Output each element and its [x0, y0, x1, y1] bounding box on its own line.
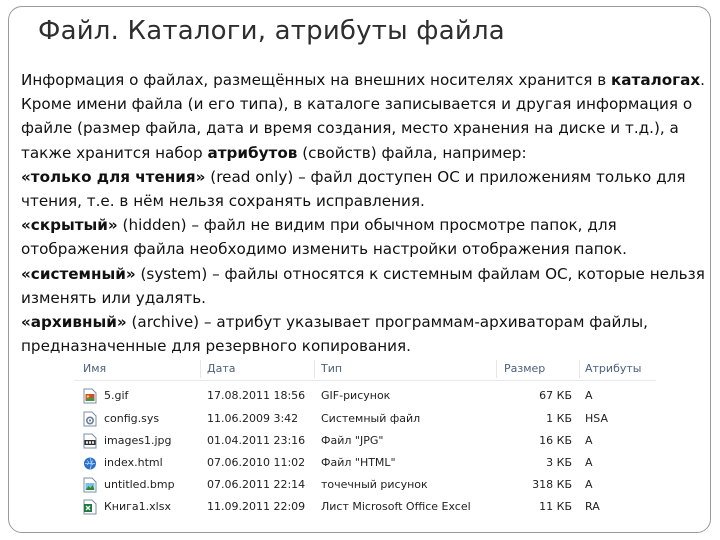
file-type: Файл "JPG" [321, 434, 384, 447]
jpg-image-icon [83, 433, 97, 449]
attr-hidden-paragraph: «скрытый» (hidden) – файл не видим при обычном просмотре папок, для отображения файла необходимо изменить настройки отображения папок. [21, 216, 627, 259]
file-row[interactable] [74, 496, 656, 518]
file-name: untitled.bmp [104, 478, 175, 491]
file-attributes: A [585, 434, 593, 447]
file-attributes: A [585, 389, 593, 402]
file-name: config.sys [104, 412, 160, 425]
file-name: index.html [104, 456, 163, 469]
file-date: 07.06.2011 22:14 [207, 478, 306, 491]
file-size: 11 КБ [539, 500, 572, 513]
file-row[interactable] [74, 474, 656, 496]
bmp-image-icon [83, 477, 97, 493]
slide-title: Файл. Каталоги, атрибуты файла [38, 16, 505, 46]
file-date: 17.08.2011 18:56 [207, 389, 306, 402]
file-row[interactable] [74, 452, 656, 474]
file-name: Книга1.xlsx [104, 500, 171, 513]
file-type: Лист Microsoft Office Excel [321, 500, 471, 513]
file-attributes: RA [585, 500, 600, 513]
column-date-header[interactable]: Дата [207, 362, 236, 375]
attr-hidden-name: «скрытый» [21, 216, 118, 235]
file-name: 5.gif [104, 389, 129, 402]
excel-file-icon [83, 499, 97, 515]
file-size: 318 КБ [532, 478, 572, 491]
column-type-header[interactable]: Тип [321, 362, 343, 375]
keyword-catalogs: каталогах [611, 71, 701, 89]
file-type: Системный файл [321, 412, 421, 425]
column-size-header[interactable]: Размер [504, 362, 546, 375]
intro-paragraph: Информация о файлах, размещённых на внешних носителях хранится в каталогах. Кроме имени файла (и его типа), в каталоге записывается и другая информация о файле (размер файла, дата и время создания, место хранения на диске и т.д.), а также хранится набор атрибутов (свойств) файла, например: [21, 71, 705, 162]
file-attributes: A [585, 478, 593, 491]
body-text [21, 68, 711, 358]
file-size: 67 КБ [539, 389, 572, 402]
file-attributes: HSA [585, 412, 608, 425]
file-row[interactable] [74, 408, 656, 430]
attr-archive-name: «архивный» [21, 313, 127, 332]
keyword-attributes: атрибутов [207, 143, 298, 162]
file-date: 11.06.2009 3:42 [207, 412, 299, 425]
file-type: GIF-рисунок [321, 389, 391, 402]
file-size: 3 КБ [546, 456, 572, 469]
attr-readonly-paragraph: «только для чтения» (read only) – файл доступен ОС и приложениям только для чтения, т.е. в нём нельзя сохранять исправления. [21, 167, 686, 211]
file-row[interactable] [74, 385, 656, 407]
attr-readonly-name: «только для чтения» [21, 167, 206, 186]
file-type: точечный рисунок [321, 478, 428, 491]
file-date: 07.06.2010 11:02 [207, 456, 306, 469]
file-type: Файл "HTML" [321, 456, 396, 469]
column-attributes-header[interactable]: Атрибуты [585, 362, 642, 375]
file-name: images1.jpg [104, 434, 172, 447]
html-file-icon [83, 455, 97, 471]
system-file-icon [83, 411, 97, 427]
file-date: 01.04.2011 23:16 [207, 434, 306, 447]
file-attributes: A [585, 456, 593, 469]
column-name-header[interactable]: Имя [83, 362, 107, 375]
file-date: 11.09.2011 22:09 [207, 500, 306, 513]
file-list-header [74, 358, 656, 381]
file-list-screenshot [74, 358, 656, 524]
file-size: 16 КБ [539, 434, 572, 447]
file-row[interactable] [74, 430, 656, 452]
attr-archive-paragraph: «архивный» (archive) – атрибут указывает программам-архиваторам файлы, предназначенные для резервного копирования. [21, 313, 648, 356]
file-size: 1 КБ [546, 412, 572, 425]
attr-system-name: «системный» [21, 264, 136, 283]
attr-system-paragraph: «системный» (system) – файлы относятся к системным файлам ОС, которые нельзя изменять или удалять. [21, 264, 705, 307]
gif-image-icon [83, 388, 97, 404]
